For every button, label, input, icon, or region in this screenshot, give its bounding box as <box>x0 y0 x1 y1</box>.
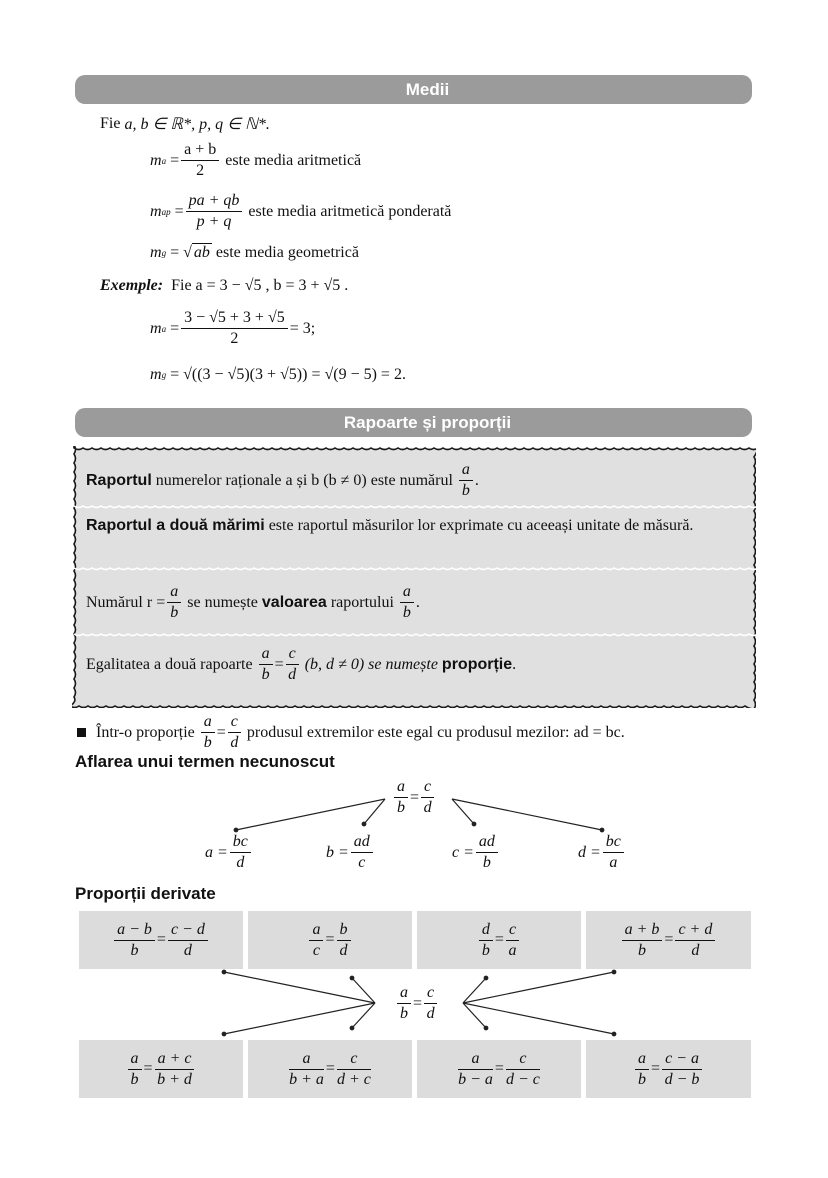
example-label: Exemple: <box>100 277 164 294</box>
term: Raportul <box>86 471 152 489</box>
numerator: c + d <box>675 920 715 941</box>
equals: = <box>664 931 674 948</box>
lhs: d = <box>578 843 601 861</box>
fraction <box>662 1049 702 1090</box>
denominator: a <box>508 941 517 959</box>
term: Raportul a două mărimi <box>86 517 265 534</box>
numerator: c <box>506 1049 540 1070</box>
denominator: d <box>339 941 348 959</box>
fraction <box>397 983 411 1024</box>
denominator: b <box>638 941 647 959</box>
denominator: b <box>481 941 490 959</box>
denominator: c <box>312 941 321 959</box>
arithmetic-mean-formula: m a = $\frac{a + b}{2}$ este media aritmetică <box>150 141 362 179</box>
term: proporție <box>441 655 513 673</box>
subscript: a <box>161 155 167 166</box>
numerator: c − a <box>662 1049 702 1070</box>
fraction <box>635 1049 649 1090</box>
subscript: g <box>161 370 167 380</box>
fraction <box>421 777 434 818</box>
numerator: a + b <box>622 920 663 941</box>
section-header-medii: Medii <box>75 75 752 104</box>
denominator: d <box>230 734 239 751</box>
symbol: m <box>150 319 162 337</box>
denominator: b <box>402 604 411 621</box>
numerator: a <box>167 582 181 603</box>
expression: = √((3 − √5)(3 + √5)) = √(9 − 5) = 2. <box>170 366 406 383</box>
numerator: a <box>128 1049 142 1070</box>
text: Într-o proporție <box>96 723 195 741</box>
period: . <box>474 471 479 489</box>
subscript: a <box>161 323 167 334</box>
equals: = <box>410 788 420 806</box>
denominator: d <box>691 941 700 959</box>
text: Numărul r = <box>86 593 166 611</box>
equals: = <box>325 1060 335 1077</box>
derived-proportion-cell <box>79 911 243 969</box>
numerator: c − d <box>168 920 208 941</box>
denominator: d <box>183 941 192 959</box>
derived-proportion-cell <box>417 911 581 969</box>
intro-prefix: Fie <box>100 115 121 132</box>
numerator: b <box>337 920 351 941</box>
numerator: a <box>394 777 408 798</box>
example-text: Fie a = 3 − √5 , b = 3 + √5 . <box>171 277 349 294</box>
numerator: a <box>635 1049 649 1070</box>
numerator: a <box>289 1049 324 1070</box>
denominator: b <box>261 666 270 683</box>
fraction <box>168 920 208 961</box>
denominator: p + q <box>196 213 232 230</box>
denominator: b <box>203 734 212 751</box>
derived-proportion-cell <box>79 1040 243 1098</box>
equals: = <box>494 1060 504 1077</box>
result: = 3; <box>289 319 316 337</box>
denominator: 2 <box>196 162 205 179</box>
derived-proportion-cell <box>586 1040 751 1098</box>
numerator: c <box>424 983 437 1004</box>
fraction <box>309 920 323 961</box>
description: este media aritmetică <box>225 151 362 169</box>
denominator: b <box>397 799 405 816</box>
denominator: d <box>426 1005 435 1022</box>
numerator: d <box>479 920 493 941</box>
fraction <box>230 832 251 873</box>
fraction <box>128 1049 142 1090</box>
denominator: b <box>400 1005 408 1022</box>
description: este media geometrică <box>215 243 359 261</box>
center-proportion <box>392 777 436 818</box>
weighted-mean-formula: m ap = $\frac{pa + qb}{p + q}$ este media aritmetică ponderată <box>150 192 452 230</box>
description: este media aritmetică ponderată <box>248 202 452 220</box>
numerator: a + c <box>155 1049 195 1070</box>
symbol: m <box>150 202 162 220</box>
fraction <box>506 920 519 961</box>
numerator: c <box>228 712 241 733</box>
heading-derived-proportions: Proporții derivate <box>75 884 216 903</box>
text: numerelor raționale a și b (b ≠ 0) este numărul <box>155 471 453 489</box>
denominator: b + a <box>289 1070 324 1088</box>
fraction <box>506 1049 540 1090</box>
lhs: b = <box>326 843 349 861</box>
equals: = <box>651 1060 661 1077</box>
term: valoarea <box>261 593 327 611</box>
numerator: bc <box>603 832 624 853</box>
derived-proportion-cell <box>586 911 751 969</box>
fraction <box>394 777 408 818</box>
fraction <box>114 920 155 961</box>
period: . <box>415 593 420 611</box>
fraction <box>424 983 437 1024</box>
heading-unknown-term: Aflarea unui termen necunoscut <box>75 752 335 771</box>
text: produsul extremilor este egal cu produsul mezilor: ad = bc. <box>246 723 625 741</box>
numerator: a <box>201 712 215 733</box>
derived-proportion-cell <box>248 911 412 969</box>
numerator: a <box>397 983 411 1004</box>
unknown-term-formula <box>326 832 375 873</box>
denominator: d + c <box>336 1070 371 1088</box>
denominator: d − c <box>505 1070 540 1088</box>
text: raportului <box>330 593 394 611</box>
denominator: d <box>423 799 432 816</box>
derived-proportion-cell <box>248 1040 412 1098</box>
equals: = <box>325 931 335 948</box>
numerator: a <box>309 920 323 941</box>
period: . <box>512 655 517 673</box>
radicand: ab <box>193 244 210 261</box>
equals: = <box>413 994 423 1012</box>
denominator: 2 <box>230 330 239 347</box>
denominator: b <box>461 482 470 499</box>
equals: = <box>494 931 504 948</box>
numerator: a − b <box>114 920 155 941</box>
symbol: m <box>150 151 162 169</box>
fraction <box>458 1049 493 1090</box>
unknown-term-formula <box>578 832 626 873</box>
equals: = <box>274 655 284 673</box>
denominator: b <box>130 941 139 959</box>
lhs: c = <box>452 843 474 861</box>
fraction <box>337 920 351 961</box>
derived-proportion-cell <box>417 1040 581 1098</box>
fraction <box>351 832 373 873</box>
numerator: a <box>458 1049 493 1070</box>
fraction <box>289 1049 324 1090</box>
denominator: b <box>482 854 491 871</box>
numerator: a + b <box>181 140 219 161</box>
unknown-term-formula <box>205 832 253 873</box>
numerator: c <box>421 777 434 798</box>
section-header-rapoarte: Rapoarte și proporții <box>75 408 752 437</box>
denominator: d <box>288 666 297 683</box>
lhs: a = <box>205 843 228 861</box>
numerator: 3 − √5 + 3 + √5 <box>181 308 288 329</box>
denominator: b <box>170 604 179 621</box>
numerator: a <box>459 460 473 481</box>
denominator: b − a <box>458 1070 493 1088</box>
numerator: a <box>400 582 414 603</box>
text: este raportul măsurilor lor exprimate cu aceeași unitate de măsură. <box>268 517 694 534</box>
fraction <box>476 832 498 873</box>
text: (b, d ≠ 0) se numește <box>304 655 438 673</box>
denominator: b <box>638 1070 647 1088</box>
fraction <box>675 920 715 961</box>
equals: = <box>143 1060 153 1077</box>
denominator: b <box>130 1070 139 1088</box>
numerator: c <box>337 1049 371 1070</box>
fraction <box>479 920 493 961</box>
fraction <box>603 832 624 873</box>
equals: = <box>216 723 226 741</box>
denominator: c <box>358 854 366 871</box>
text: se numește <box>187 593 258 611</box>
fraction <box>622 920 663 961</box>
denominator: d <box>236 854 245 871</box>
numerator: ad <box>351 832 373 853</box>
geometric-mean-formula: m g = √ ab este media geometrică <box>150 243 359 261</box>
equals: = <box>156 931 166 948</box>
numerator: bc <box>230 832 251 853</box>
fraction <box>155 1049 195 1090</box>
symbol: m <box>150 243 162 261</box>
numerator: c <box>286 644 299 665</box>
numerator: c <box>506 920 519 941</box>
text: Egalitatea a două rapoarte <box>86 655 253 673</box>
numerator: a <box>259 644 273 665</box>
fraction <box>337 1049 371 1090</box>
subscript: ap <box>161 206 171 217</box>
intro-math: a, b ∈ ℝ*, p, q ∈ ℕ*. <box>124 116 270 133</box>
unknown-term-formula <box>452 832 500 873</box>
symbol: m <box>150 366 162 383</box>
subscript: g <box>161 247 167 258</box>
denominator: d − b <box>664 1070 700 1088</box>
denominator: b + d <box>157 1070 192 1088</box>
example-arithmetic: m a = $\frac{3 - √5 + 3 + √5}{2}$ = 3; <box>150 309 316 347</box>
center-proportion-derived <box>395 983 439 1024</box>
numerator: pa + qb <box>186 191 243 212</box>
denominator: a <box>609 854 618 871</box>
numerator: ad <box>476 832 498 853</box>
